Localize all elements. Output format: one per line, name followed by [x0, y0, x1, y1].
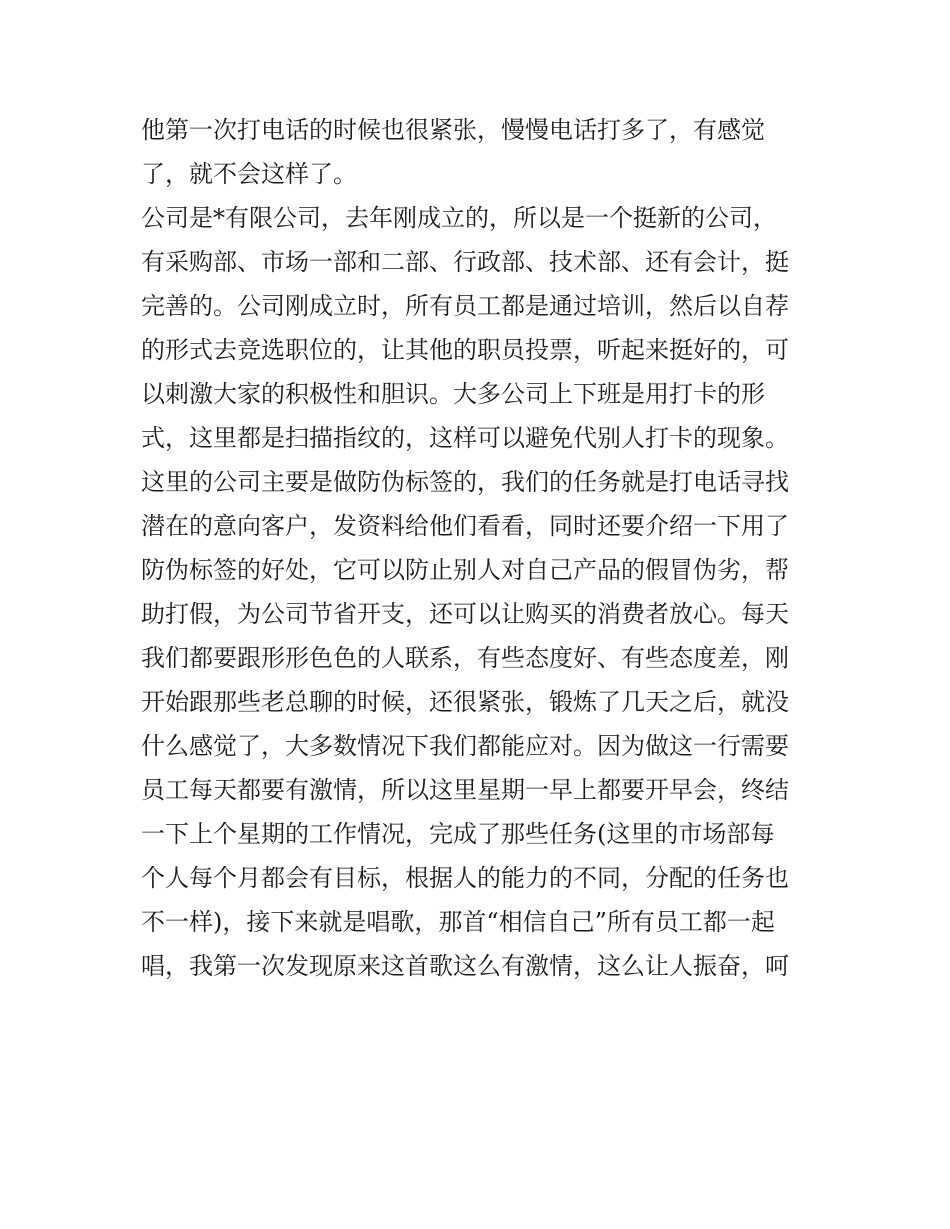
text-line: 潜在的意向客户，发资料给他们看看，同时还要介绍一下用了 [141, 512, 789, 540]
text-line: 的形式去竞选职位的，让其他的职员投票，听起来挺好的，可 [141, 336, 789, 364]
text-line: 开始跟那些老总聊的时候，还很紧张，锻炼了几天之后，就没 [141, 688, 789, 716]
text-line: 完善的。公司刚成立时，所有员工都是通过培训，然后以自荐 [141, 292, 789, 320]
text-line: 助打假，为公司节省开支，还可以让购买的消费者放心。每天 [141, 600, 789, 628]
text-line: 员工每天都要有激情，所以这里星期一早上都要开早会，终结 [141, 776, 789, 804]
text-line: 不一样)，接下来就是唱歌，那首“相信自己”所有员工都一起 [141, 908, 775, 936]
text-line: 什么感觉了，大多数情况下我们都能应对。因为做这一行需要 [141, 732, 789, 760]
text-line: 个人每个月都会有目标，根据人的能力的不同，分配的任务也 [141, 864, 789, 892]
text-line: 了，就不会这样了。 [141, 160, 357, 188]
text-line: 公司是*有限公司，去年刚成立的，所以是一个挺新的公司， [141, 204, 777, 232]
text-line: 这里的公司主要是做防伪标签的，我们的任务就是打电话寻找 [141, 468, 789, 496]
text-line: 唱，我第一次发现原来这首歌这么有激情，这么让人振奋，呵 [141, 952, 789, 980]
body-text [141, 108, 821, 988]
text-line: 有采购部、市场一部和二部、行政部、技术部、还有会计，挺 [141, 248, 789, 276]
text-line: 我们都要跟形形色色的人联系，有些态度好、有些态度差，刚 [141, 644, 789, 672]
text-line: 式，这里都是扫描指纹的，这样可以避免代别人打卡的现象。 [141, 424, 789, 452]
text-line: 他第一次打电话的时候也很紧张，慢慢电话打多了，有感觉 [141, 116, 765, 144]
text-line: 以刺激大家的积极性和胆识。大多公司上下班是用打卡的形 [141, 380, 765, 408]
text-line: 防伪标签的好处，它可以防止别人对自己产品的假冒伪劣，帮 [141, 556, 789, 584]
text-line: 一下上个星期的工作情况，完成了那些任务(这里的市场部每 [141, 820, 775, 848]
